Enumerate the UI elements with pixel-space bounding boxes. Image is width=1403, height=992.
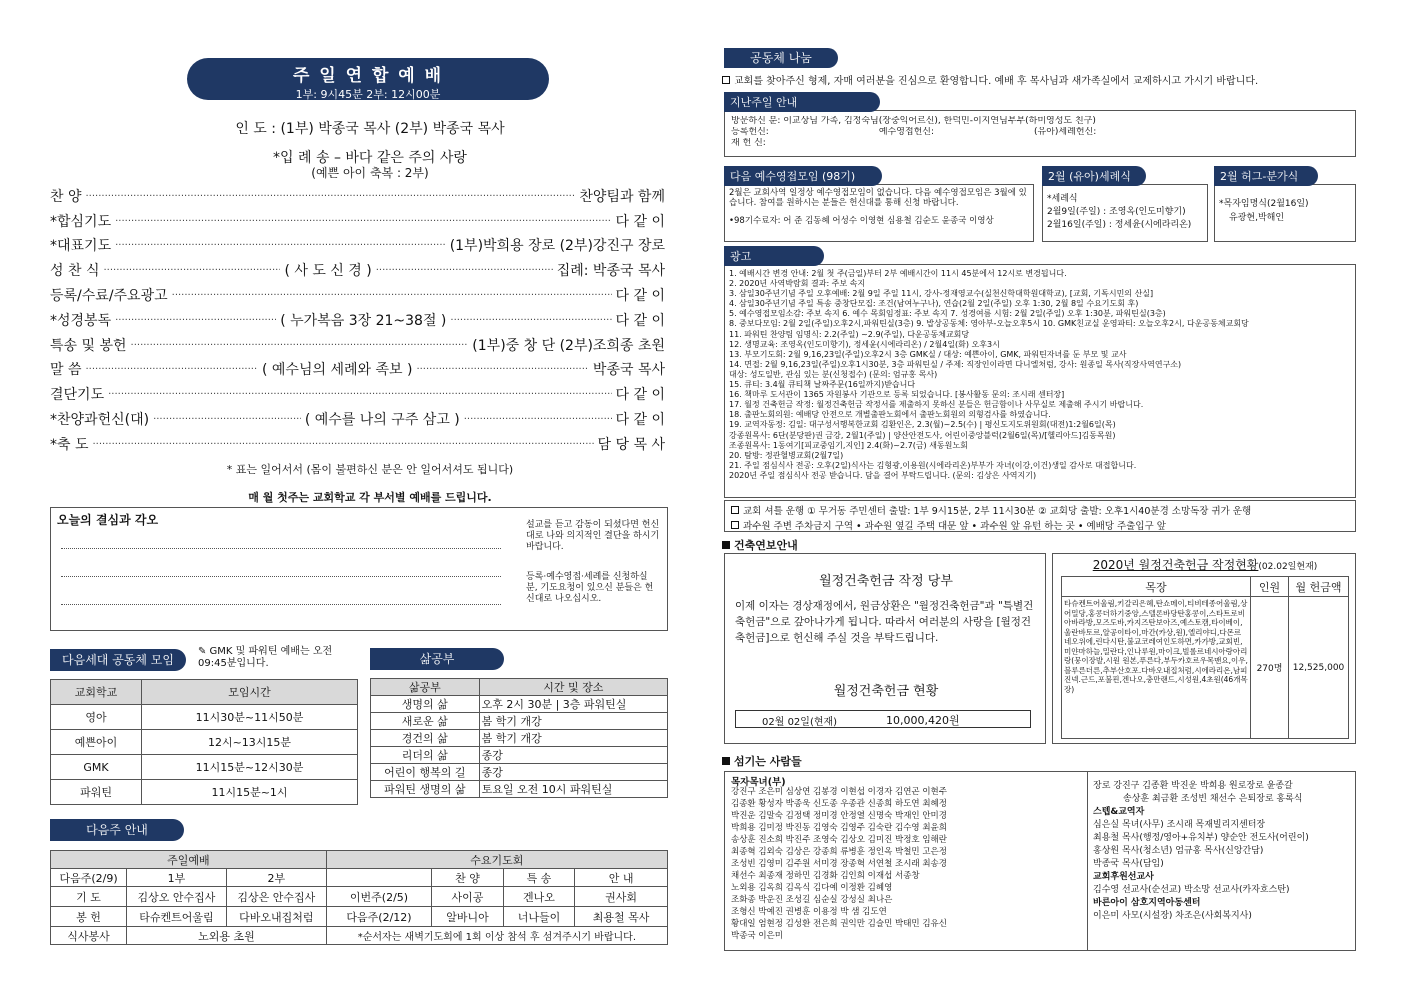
pastor-row: 박희용 김미정 박진동 김영숙 김영주 김숙란 김수영 최윤희 bbox=[731, 823, 947, 833]
build-plea-box: 월정건축헌금 작정 당부 이제 이자는 경상재정에서, 원금상환은 "월정건축헌금"과 "특별건축헌금"으로 갚아나가게 됩니다. 따라서 여러분의 사랑을 [월정건축헌금]으로 헌신해 주실 것을 부탁드립니다. 월정건축헌금 현황 02월 02일(현재) 10,000,420원 bbox=[724, 553, 1046, 744]
bus-line: 교회 셔틀 운행 ① 무거동 주민센터 출발: 1부 9시15분, 2부 11시30분 ② 교회당 출발: 오후1시40분경 소망독장 귀가 운행 bbox=[743, 506, 1252, 517]
resolve-line[interactable] bbox=[61, 604, 501, 605]
ad-item: 17. 월정 건축헌금 작정: 월정건축헌금 작정서를 제출하지 못하신 분들은 헌금함이나 사무실로 제출해 주시기 바랍니다. bbox=[729, 400, 1144, 410]
leader-line: 인 도 : (1부) 박종국 목사 (2부) 박종국 목사 bbox=[235, 121, 505, 137]
resolve-title: 오늘의 결심과 각오 bbox=[57, 513, 159, 527]
order-item: 성 찬 식 ····· ( 사 도 신 경 ) ····· 집례: 박종국 목사 bbox=[50, 260, 665, 280]
ad-item: 20. 탐방: 정관혈병교회(2월7일) bbox=[729, 450, 844, 460]
entry-hymn-sub: (예쁜 아이 축복 : 2부) bbox=[311, 166, 429, 180]
ad-item: 조종원목사: 1동여기[피교중임기,지인] 2.4(화)~2.7(금) 새동원노회 bbox=[729, 440, 968, 450]
infantbap-title: 2월 (유아)세례식 bbox=[1042, 166, 1146, 186]
nextweek-table: 주일예배 수요기도회 다음주(2/9) 1부 2부 찬 양 특 송 안 내 기 도 김상오 안수집사 김상은 안수집사 이번주(2/5) 사이공 겐나오 권사회 봉 헌 타슈켄트어울림 다바오내집처럼 다음주(2/12) 알바니아 너나들이 최용철 목사 식사봉사 노외용 초원 *순서자는 새벽기도회에 1회 이상 참석 후 섬겨주시기 바랍니다. bbox=[50, 850, 668, 945]
pastor-row: 송상훈 진소희 박진주 조영숙 김상오 김미진 박정호 임해란 bbox=[731, 835, 947, 845]
resolve-note: 등록·예수영접·세례를 신청하실 분, 기도요청이 있으신 분들은 헌신대로 나오십시오. bbox=[526, 572, 654, 604]
resolve-box bbox=[50, 507, 668, 631]
pastor-row: 박진운 김말숙 김정택 정미경 안정열 신명숙 박재인 안미경 bbox=[731, 811, 947, 821]
ad-item: 18. 출판노회의원: 예배당 안전으로 개별출판노회에서 출판노회원의 의형검사를 하였습니다. bbox=[729, 410, 1051, 420]
order-item: *대표기도 ····· (1부)박희용 장로 (2부)강진구 장로 bbox=[50, 235, 665, 255]
ad-item: 15. 큐티: 3.4월 큐티책 날짜주문(16일까지)받습니다 bbox=[729, 380, 916, 390]
resolve-line[interactable] bbox=[61, 548, 501, 549]
infantbap-box: *세례식 2월9일(주일) : 조영옥(인도미향기) 2월16일(주일) : 정세윤(시에라리온) bbox=[1042, 184, 1208, 242]
pastor-row: 조성빈 김영미 김주원 서미경 장종혁 서연철 조시래 최송경 bbox=[731, 859, 947, 869]
ad-item: 2020년 주일 점심식사 전공 받습니다. 담을 결어 부탁드립니다. (문의: 김상은 사역지기) bbox=[729, 470, 1037, 480]
nextgen-title: 다음세대 공동체 모임 bbox=[50, 649, 186, 671]
ad-item: 강종원목사: 6단(분당판)권 금강, 2월1(주일) | 양산안전도사, 어린이중앙블럭(2월6일(목)/[헬리아드]김동목원) bbox=[729, 430, 1116, 440]
build-title: 건축연보안내 bbox=[722, 537, 798, 553]
build-board: 2020년 월정건축헌금 작정현황(02.02일현재) 목장 인원 월 헌금액 타슈켄트어울림,키갈리은혜,탄쇼메이,티비테종어울림,상어밀당,홍콩더하기중앙,스텔론바당탄홍콩이,스타트로비아바라방,모즈도바,카지즈탄보아즈,예스토캠,타이베이,울란바토르,알공이타이,마간(카상,원),엘리야디,다몬르네오위에,린다시탄,불교코레여인도하면,카가방,교회빈,미얀마하늘,밀란다,인나루원,마이크,빌롤르네시아랑아리랑(뭉이장발,시원 원본,푸른다,부두카호르우목맨요,이우,블루른더른,추부산호포.다바오내집처럼,시에라리온,남피진넥.근드,포불핀,겐나오,충만랜드,시성원,4초원(46개목장) 270명 12,525,000 bbox=[1052, 553, 1356, 744]
ads-box bbox=[724, 264, 1356, 498]
reg-label: 등록헌신: bbox=[731, 127, 769, 137]
nextgen-note: ✎ GMK 및 파워틴 예배는 오전 09:45분입니다. bbox=[198, 646, 333, 669]
ad-item: 8. 중보다모임: 2월 2일(주일)오후2시,파워틴실(3층) 9. 밥상공동체: 영아부-오늘오후5시 10. GMK친교실 운영파티: 오늘오후2시, 다운공동체교회당 bbox=[729, 319, 1249, 329]
nextaccept-box: 2월은 교회사역 일정상 예수영접모임이 없습니다. 다음 예수영접모임은 3월에 있습니다. 참여를 원하시는 분들은 헌신대를 통해 신청 바랍니다. •98기수료자: 어 준 김동혜 어성수 이영현 심용철 김순도 윤종국 이영상 bbox=[724, 184, 1034, 242]
parking-line: 과수원 주변 주차금지 구역 • 과수원 옆길 주택 대문 앞 • 과수원 앞 유턴 하는 곳 • 예배당 주출입구 앞 bbox=[743, 521, 1166, 532]
worship-times: 1부: 9시45분 2부: 12시00분 bbox=[295, 88, 441, 101]
ad-item: 대상: 성도일반, 관심 있는 분(신청접수) (문의: 엄규홍 목사) bbox=[729, 369, 938, 379]
lastweek-title: 지난주일 안내 bbox=[724, 92, 880, 112]
lastweek-box bbox=[724, 110, 1356, 157]
pastor-row: 황대일 엄현정 김성환 전은희 권익만 김슬민 박태민 김유신 bbox=[731, 919, 947, 929]
order-item: 결단기도 ····· 다 같 이 bbox=[50, 384, 665, 404]
nextaccept-title: 다음 예수영접모임 (98기) bbox=[724, 166, 882, 186]
accept-label: 예수영접헌신: bbox=[878, 127, 935, 137]
ad-item: 2. 2020년 사역박람회 결과: 주보 속지 bbox=[729, 279, 866, 289]
welcome-text: 교회를 찾아주신 형제, 자매 여러분을 진심으로 환영합니다. 예배 후 목사님과 새가족실에서 교제하시고 가시기 바랍니다. bbox=[722, 72, 1362, 87]
ads-title: 광고 bbox=[724, 246, 824, 266]
infant-label: (유아)세례헌신: bbox=[1034, 127, 1097, 137]
pastor-row: 최종혁 김외숙 김상은 강종희 류병훈 정인옥 박철민 고은정 bbox=[731, 847, 947, 857]
order-item: 등록/수료/주요광고 ····· 다 같 이 bbox=[50, 285, 665, 305]
servers-title: 섬기는 사람들 bbox=[722, 753, 802, 769]
rededication-line: 재 헌 신: bbox=[731, 138, 766, 148]
visit-line: 방문하신 분: 이교상님 가족, 김정숙님(장중익어르신), 한덕민-이지연님부부(하미영성도 친구) bbox=[731, 116, 1096, 126]
worship-title-badge bbox=[187, 58, 549, 100]
order-item: 말 씀 ····· ( 예수님의 세례와 족보 ) ····· 박종국 목사 bbox=[50, 359, 665, 379]
stand-note: * 표는 일어서서 (몸이 불편하신 분은 안 일어서셔도 됩니다) bbox=[226, 463, 514, 476]
bus-box bbox=[724, 500, 1356, 532]
pastor-row: 조화종 박운진 조성길 심순실 강성실 최나은 bbox=[731, 895, 893, 905]
ad-item: 21. 주일 점심식사 전공: 오후(2일)식사는 김형광,이용원(시에라리온)부부가 자녀(이강,이건)생일 감사로 대접합니다. bbox=[729, 460, 1137, 470]
ad-item: 14. 면접: 2월 9,16,23일(주일)오후1시30분, 3층 파워틴실 / 주제: 직장인이라면 다니엘처럼, 강사: 원종일 목사(직장사역연구소) bbox=[729, 359, 1182, 369]
ad-item: 19. 교역자동정: 김일: 대구성서행복한교회 김환인은, 2.3(월)~2.5(수) | 평신도지도위원회(대전)1:2월6일(목) bbox=[729, 420, 1116, 430]
ad-item: 16. 책마루 도서관이 1365 자원봉사 기관으로 등록 되었습니다. [봉사활동 문의: 조시래 센터장] bbox=[729, 390, 1065, 400]
ad-item: 4. 삼일30주년기념 주일 특송 중창단모집: 조건(남여누구나), 연습(2월 2일(주일) 오후 1:30, 2월 8일 수요기도회 후) bbox=[729, 299, 1139, 309]
worship-title: 주 일 연 합 예 배 bbox=[292, 66, 444, 86]
shepherd-title: 2월 허그-분가식 bbox=[1214, 166, 1318, 186]
order-item: *축 도 ····· 담 당 목 사 bbox=[50, 434, 665, 454]
ad-item: 11. 파워틴 찬양팀 임명식: 2.2(주일) ~2.9(주일), 다운공동체교회당 bbox=[729, 329, 970, 339]
ad-item: 13. 부모기도회: 2월 9,16,23일(주일)오후2시 3층 GMK실 / 대상: 예쁜아이, GMK, 파워틴자녀를 둔 부모 및 교사 bbox=[729, 349, 1127, 359]
order-item: 특송 및 봉헌 ····· (1부)중 창 단 (2부)조희종 초원 bbox=[50, 335, 665, 355]
ad-item: 3. 삼일30주년기념 주일 오후예배: 2월 9일 주일 11시, 강사-정재영교수(실천신학대학원대학교), [교회, 기독시민의 산실] bbox=[729, 289, 1154, 299]
nextgen-table: 교회학교 모임시간 영아 11시30분~11시50분 예쁜아이 12시~13시15분 GMK 11시15분~12시30분 파워틴 11시15분~1시 bbox=[50, 679, 358, 805]
community-title: 공동체 나눔 bbox=[724, 48, 838, 68]
pastor-row: 박종국 이은미 bbox=[731, 931, 783, 941]
order-item: *합심기도 ····· 다 같 이 bbox=[50, 211, 665, 231]
col-header: 모임시간 bbox=[142, 680, 358, 705]
ad-item: 5. 예수영접모임소감: 주보 속지 6. 예수 목회임정표: 주보 속지 7. 성경여름 시험: 2월 2일(주일) 오후 1:30분, 파워틴실(3층) bbox=[729, 309, 1166, 319]
shepherd-box: *목자임명식(2월16일) 유광현,박해인 bbox=[1214, 184, 1356, 242]
servers-box: 목자목녀(부) 강진구 조은미 심상연 김봉경 이현섭 이경자 김연곤 이현주 김종환 황성자 박종욱 신도종 우종관 신종희 하도연 최혜정 박진운 김말숙 김정택 정미경 안정열 신명숙 박재인 안미경 박희용 김미정 박진동 김영숙 김영주 김숙란 김수영 최윤희 송상훈 진소희 박진주 조영숙 김상오 김미진 박정호 임해란 최종혁 김외숙 김상은 강종희 류병훈 정인옥 박철민 고은정 조성빈 김영미 김주원 서미경 장종혁 서연철 조시래 최송경 채선수 최종재 정하민 김경화 김인희 이재섭 서종창 노외용 김옥희 김옥식 김다예 이정환 김혜영 조화종 박운진 조성길 심순실 강성실 최나은 조형신 박예진 권병훈 이용정 박 샘 김도연 황대일 엄현정 김성환 전은희 권익만 김슬민 박태민 김유신 박종국 이은미 장로 강진구 김종환 박진운 박희용 원로장로 윤종갈 송상훈 최금환 조성빈 채선수 은퇴장로 홍록식 스텝&교역자 심은실 목녀(사무) 조시래 목재빌리지센터장 최용철 목사(행정/영아+유치부) 양순안 전도사(어린이) 홍상원 목사(청소년) 엄규홍 목사(신앙간담) 박종국 목사(담임) 교회후원선교사 김수영 선교사(순선교) 박소망 선교사(카자흐스탄) 바른아이 삼호지역아동센터 이은미 사모(시설장) 차조은(사회복지사) bbox=[724, 771, 1356, 951]
salgong-title: 삶공부 bbox=[370, 648, 504, 670]
pastor-row: 강진구 조은미 심상연 김봉경 이현섭 이경자 김연곤 이현주 bbox=[731, 787, 947, 797]
pastor-row: 조형신 박예진 권병훈 이용정 박 샘 김도연 bbox=[731, 907, 887, 917]
order-item: *성경봉독 ····· ( 누가복음 3장 21~38절 ) ····· 다 같 이 bbox=[50, 310, 665, 330]
first-week-note: 매 월 첫주는 교회학교 각 부서별 예배를 드립니다. bbox=[248, 491, 492, 504]
pastor-row: 김종환 황성자 박종욱 신도종 우종관 신종희 하도연 최혜정 bbox=[731, 799, 947, 809]
resolve-line[interactable] bbox=[61, 576, 501, 577]
pastor-row: 채선수 최종재 정하민 김경화 김인희 이재섭 서종창 bbox=[731, 871, 920, 881]
salgong-table: 삶공부 시간 및 장소 생명의 삶 오후 2시 30분 | 3층 파워틴실 새로운 삶 봄 학기 개강 경건의 삶 봄 학기 개강 리더의 삶 종강 어린이 행복의 길 종강 파워틴 생명의 삶 토요일 오전 10시 파워틴실 bbox=[370, 678, 668, 798]
entry-hymn: *입 례 송 – 바다 같은 주의 사랑 bbox=[273, 150, 467, 166]
resolve-note: 설교를 듣고 감동이 되셨다면 헌신대로 나와 의지적인 결단을 하시기 바랍니다. bbox=[526, 520, 660, 552]
nextweek-title: 다음주 안내 bbox=[50, 819, 184, 841]
col-header: 교회학교 bbox=[51, 680, 142, 705]
pastor-row: 노외용 김옥희 김옥식 김다예 이정환 김혜영 bbox=[731, 883, 893, 893]
order-item: *찬양과헌신(대) ····· ( 예수를 나의 구주 삼고 ) ····· 다 같 이 bbox=[50, 409, 665, 429]
ad-item: 1. 예배시간 변경 안내: 2월 첫 주(금일)부터 2부 예배시간이 11시 45분에서 12시로 변경됩니다. bbox=[729, 269, 1067, 278]
order-item: 찬 양 ····· 찬양팀과 함께 bbox=[50, 186, 665, 206]
ad-item: 12. 생명교육: 조영옥(인도미향기), 정세윤(시에라리온) / 2월4일(화) 오후3시 bbox=[729, 339, 1000, 349]
